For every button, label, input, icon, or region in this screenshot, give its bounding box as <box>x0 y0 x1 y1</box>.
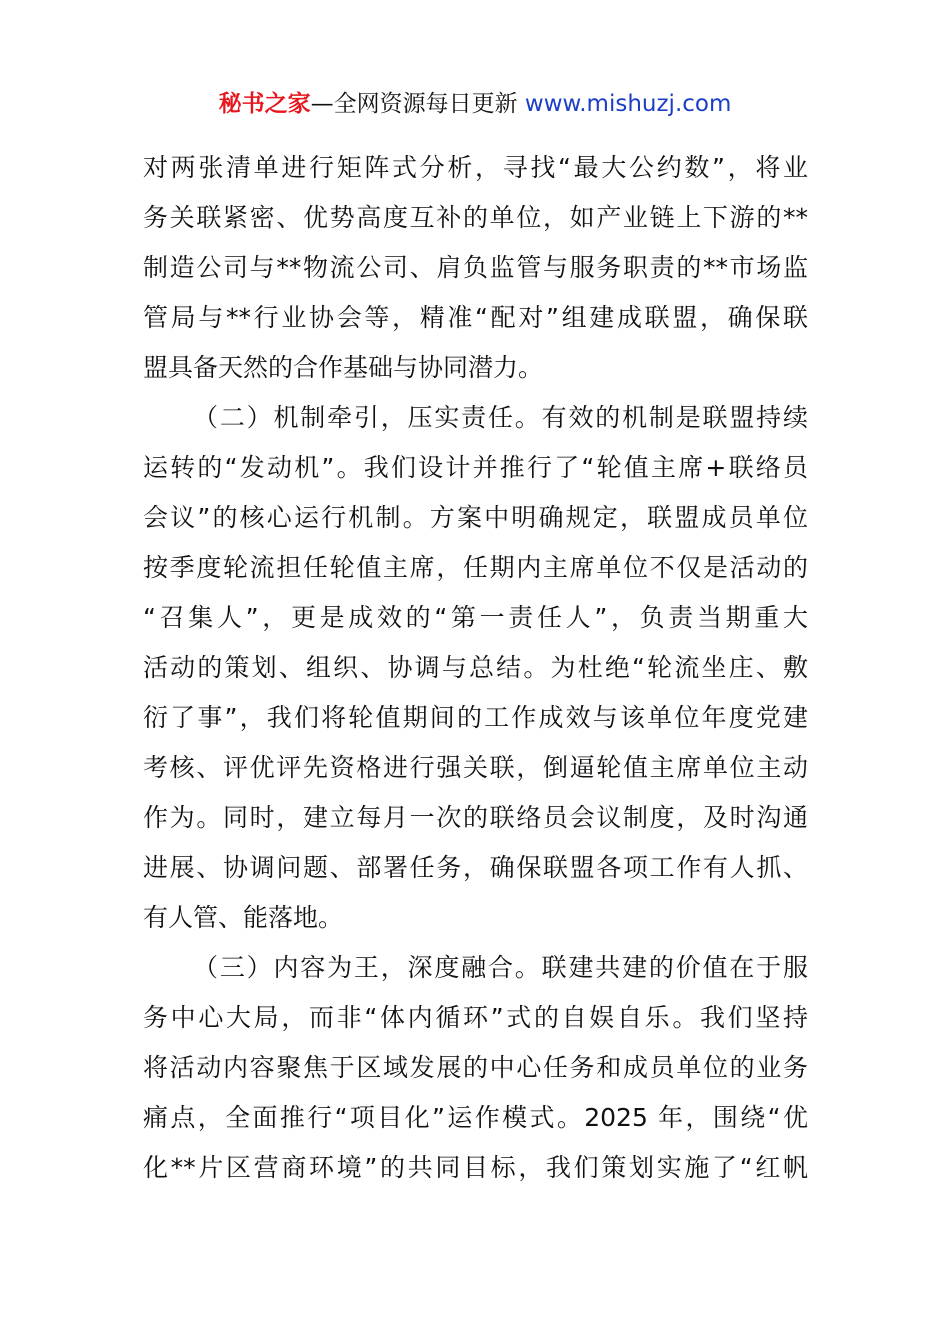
text-line: 有人管、能落地。 <box>143 903 344 932</box>
site-brand: 秘书之家 <box>218 91 311 117</box>
text-line: 运转的“发动机”。我们设计并推行了“轮值主席+联络员 <box>143 453 808 482</box>
text-line: 考核、评优评先资格进行强关联，倒逼轮值主席单位主动 <box>143 753 808 782</box>
text-line: 管局与**行业协会等，精准“配对”组建成联盟，确保联 <box>143 303 808 332</box>
text-line: 进展、协调问题、部署任务，确保联盟各项工作有人抓、 <box>143 853 808 882</box>
section-heading-line: （二）机制牵引，压实责任。有效的机制是联盟持续 <box>193 403 808 432</box>
text-line: 按季度轮流担任轮值主席，任期内主席单位不仅是活动的 <box>143 553 808 582</box>
text-line: 化**片区营商环境”的共同目标，我们策划实施了“红帆 <box>143 1153 808 1182</box>
site-tagline: —全网资源每日更新 <box>310 91 518 117</box>
text-line: 对两张清单进行矩阵式分析，寻找“最大公约数”，将业 <box>143 153 808 182</box>
text-line: 将活动内容聚焦于区域发展的中心任务和成员单位的业务 <box>143 1053 808 1082</box>
text-line: 作为。同时，建立每月一次的联络员会议制度，及时沟通 <box>143 803 808 832</box>
text-line: 务中心大局，而非“体内循环”式的自娱自乐。我们坚持 <box>143 1003 808 1032</box>
text-line: 务关联紧密、优势高度互补的单位，如产业链上下游的** <box>143 203 808 232</box>
text-line: 盟具备天然的合作基础与协同潜力。 <box>143 353 544 382</box>
text-line: 衍了事”，我们将轮值期间的工作成效与该单位年度党建 <box>143 703 808 732</box>
text-line: 会议”的核心运行机制。方案中明确规定，联盟成员单位 <box>143 503 808 532</box>
document-body <box>143 143 808 1193</box>
text-line: “召集人”，更是成效的“第一责任人”，负责当期重大 <box>143 603 808 632</box>
text-line: 痛点，全面推行“项目化”运作模式。2025 年，围绕“优 <box>143 1103 808 1132</box>
section-heading-line: （三）内容为王，深度融合。联建共建的价值在于服 <box>193 953 808 982</box>
site-url-link[interactable]: www.mishuzj.com <box>524 91 732 117</box>
text-line: 活动的策划、组织、协调与总结。为杜绝“轮流坐庄、敷 <box>143 653 808 682</box>
text-line: 制造公司与**物流公司、肩负监管与服务职责的**市场监 <box>143 253 808 282</box>
page-header <box>0 86 950 122</box>
